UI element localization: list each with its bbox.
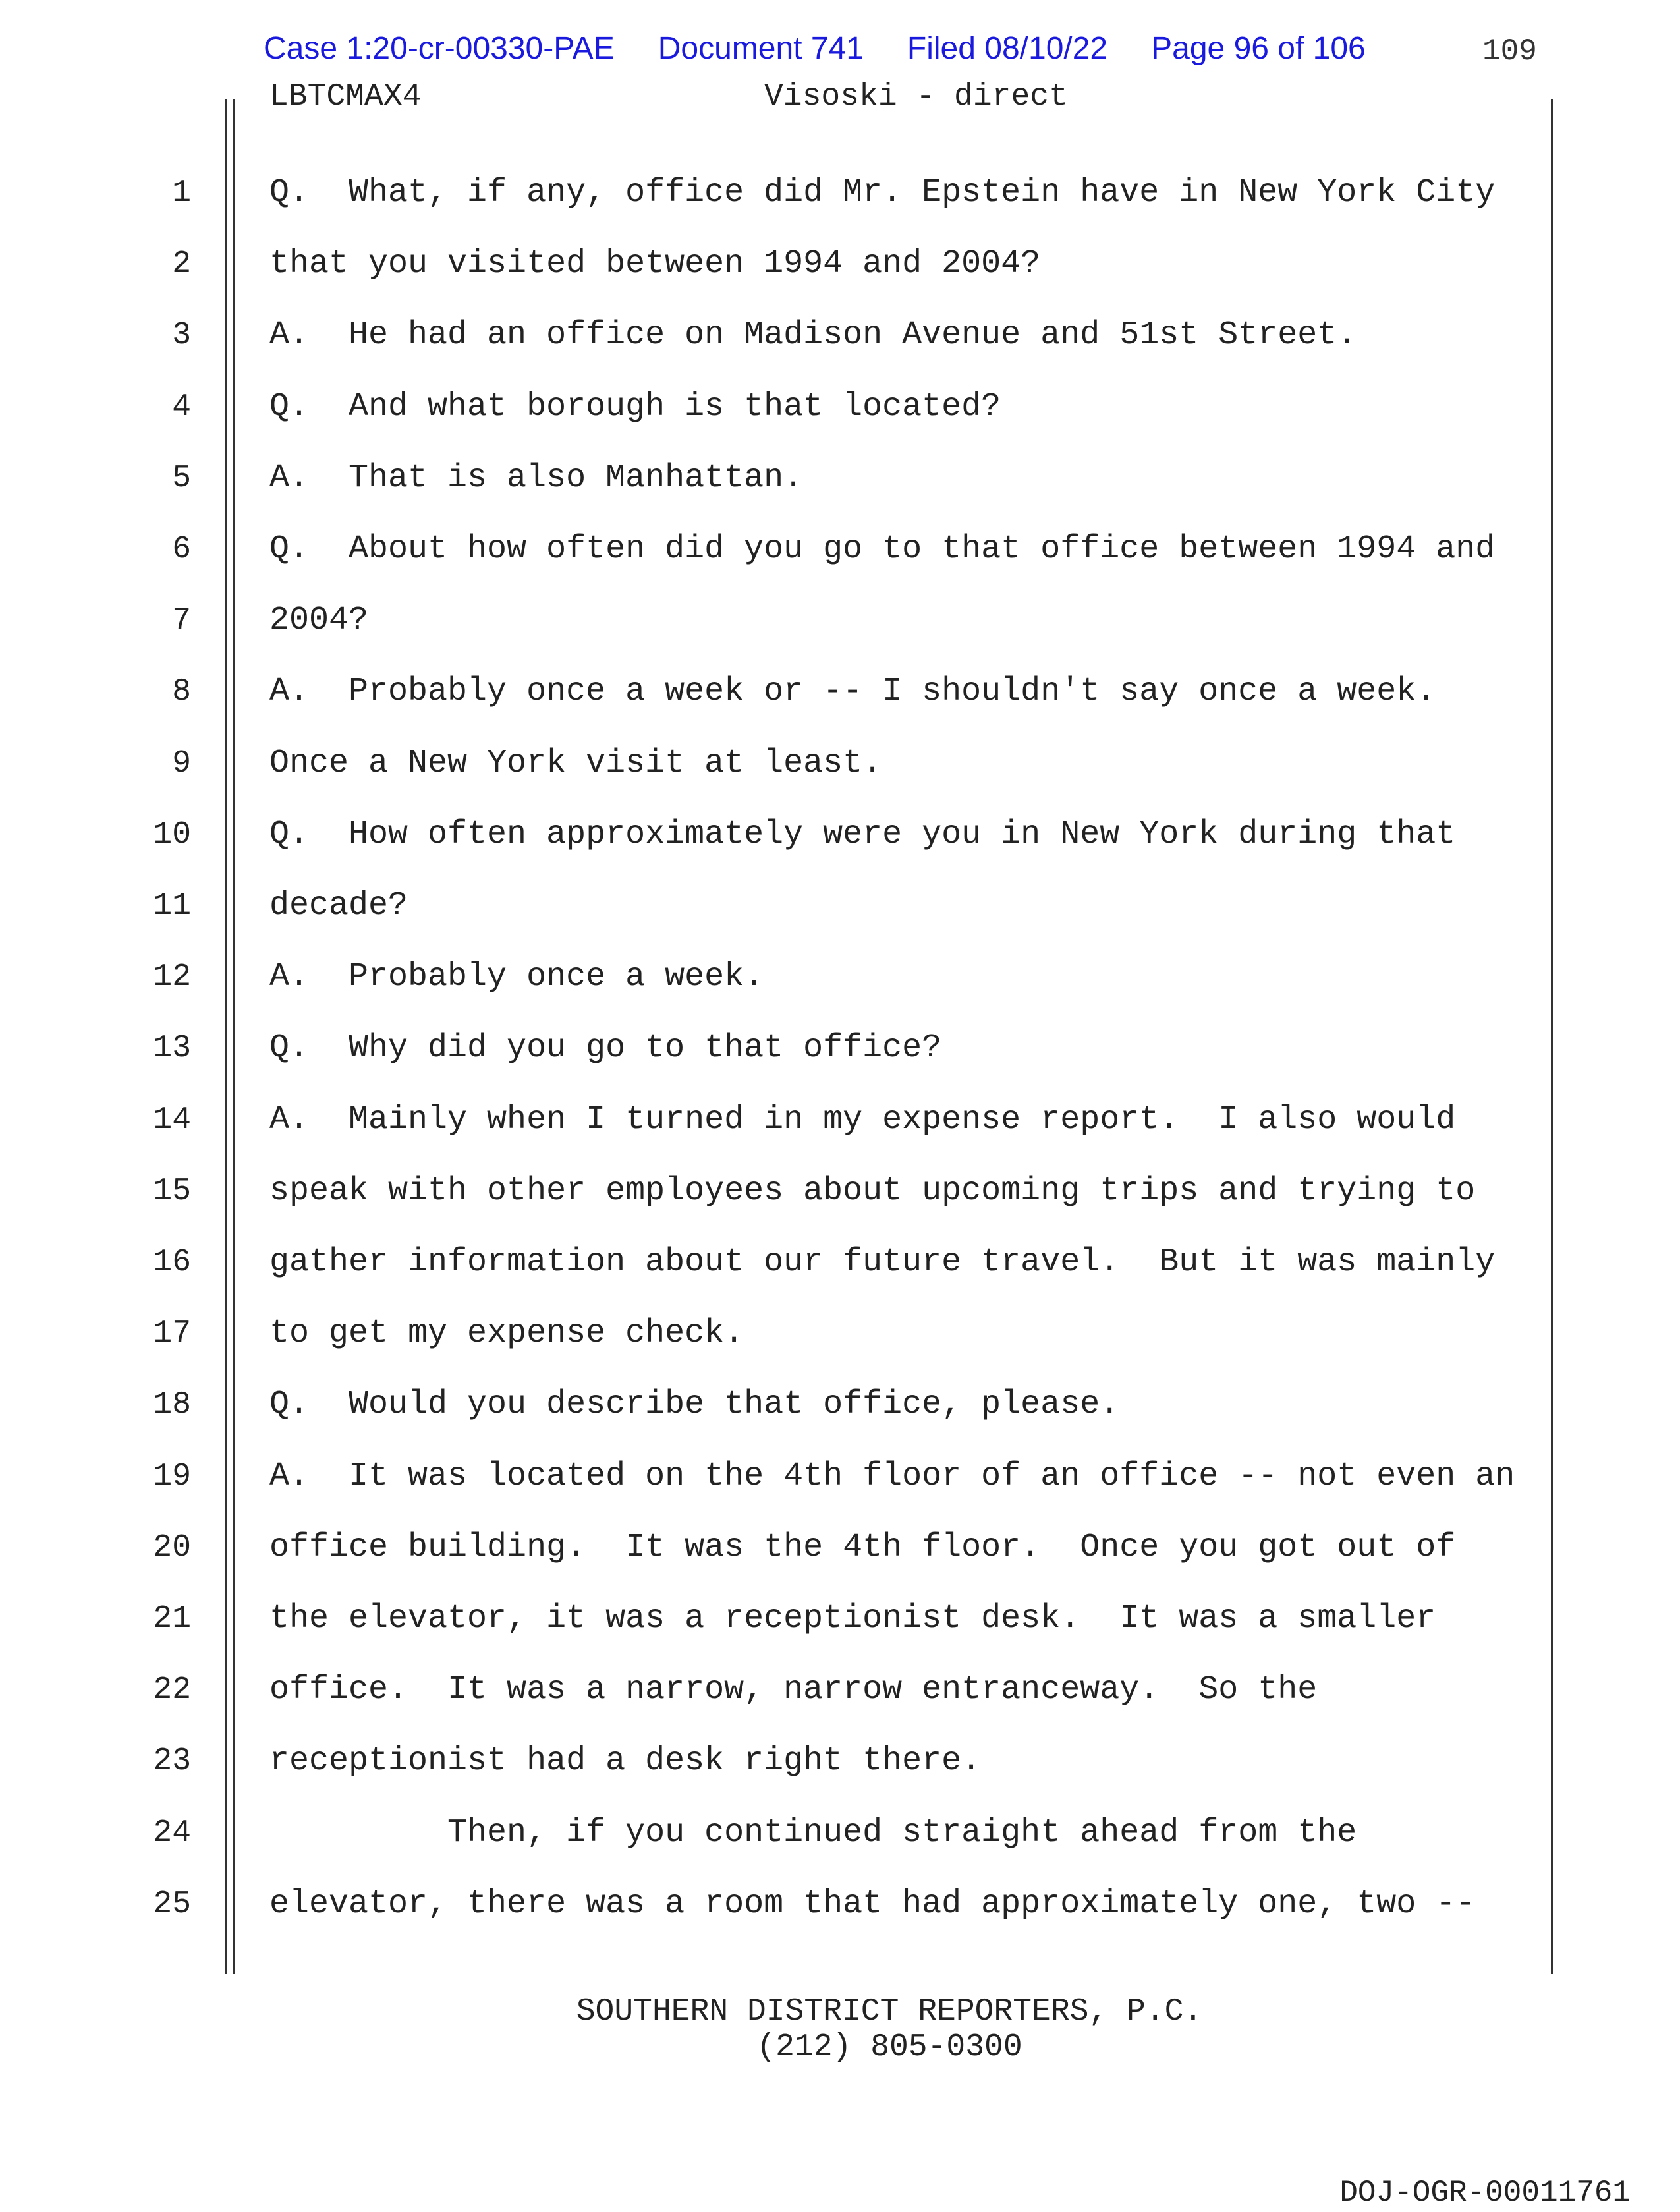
transcript-line: gather information about our future travel. But it was mainly [269, 1243, 1496, 1281]
line-number: 7 [172, 603, 191, 639]
document-number: Document 741 [658, 31, 864, 66]
left-margin-rule-outer [225, 99, 227, 1974]
left-margin-rule-inner [233, 99, 235, 1974]
transcript-page-number: 109 [1482, 34, 1537, 69]
line-number: 17 [153, 1316, 191, 1352]
line-number: 14 [153, 1102, 191, 1138]
reporter-name: SOUTHERN DISTRICT REPORTERS, P.C. [576, 1994, 1203, 2029]
header-code: LBTCMAX4 [269, 79, 422, 115]
line-number: 22 [153, 1672, 191, 1709]
transcript-line: elevator, there was a room that had approximately one, two -- [269, 1885, 1476, 1923]
transcript-line: Q. How often approximately were you in New York during that [269, 815, 1456, 853]
transcript-line: decade? [269, 887, 408, 924]
transcript-line: 2004? [269, 602, 369, 640]
transcript-line: A. Probably once a week or -- I shouldn't say once a week. [269, 673, 1436, 711]
transcript-line: Then, if you continued straight ahead from the [269, 1813, 1357, 1852]
transcript-line: office building. It was the 4th floor. Once you got out of [269, 1528, 1456, 1566]
court-filing-stamp [264, 30, 1409, 67]
line-number: 19 [153, 1458, 191, 1494]
transcript-line: Q. Why did you go to that office? [269, 1029, 942, 1067]
line-number: 1 [172, 175, 191, 211]
transcript-line: Q. And what borough is that located? [269, 387, 1001, 426]
transcript-line: A. Probably once a week. [269, 958, 764, 996]
line-number: 9 [172, 745, 191, 781]
line-number: 20 [153, 1529, 191, 1566]
transcript-line: receptionist had a desk right there. [269, 1742, 982, 1780]
line-number: 25 [153, 1886, 191, 1922]
right-margin-rule [1551, 99, 1553, 1974]
line-number: 16 [153, 1245, 191, 1280]
line-number: 23 [153, 1744, 191, 1780]
line-number: 12 [153, 959, 191, 996]
line-number: 6 [172, 532, 191, 567]
transcript-line: the elevator, it was a receptionist desk. It was a smaller [269, 1600, 1436, 1637]
bates-number: DOJ-OGR-00011761 [1339, 2176, 1631, 2210]
line-number: 4 [172, 389, 191, 425]
line-number: 13 [153, 1031, 191, 1067]
line-number: 21 [153, 1601, 191, 1637]
transcript-line: A. Mainly when I turned in my expense report. I also would [269, 1100, 1456, 1139]
filed-date: Filed 08/10/22 [907, 31, 1108, 66]
transcript-line: Q. What, if any, office did Mr. Epstein have in New York City [269, 174, 1496, 212]
transcript-line: Once a New York visit at least. [269, 744, 883, 782]
header-title: Visoski - direct [764, 79, 1068, 115]
line-number: 18 [153, 1387, 191, 1423]
page-of: Page 96 of 106 [1151, 31, 1366, 66]
transcript-line: A. That is also Manhattan. [269, 459, 804, 497]
transcript-line: speak with other employees about upcoming trips and trying to [269, 1172, 1476, 1210]
reporter-phone: (212) 805-0300 [756, 2029, 1022, 2065]
transcript-line: Q. Would you describe that office, please. [269, 1386, 1120, 1424]
line-number: 5 [172, 460, 191, 496]
transcript-line: A. It was located on the 4th floor of an office -- not even an [269, 1457, 1515, 1495]
transcript-line: A. He had an office on Madison Avenue and 51st Street. [269, 316, 1357, 354]
transcript-line: to get my expense check. [269, 1315, 744, 1353]
case-number: Case 1:20-cr-00330-PAE [264, 31, 615, 66]
line-number: 8 [172, 674, 191, 710]
line-number: 15 [153, 1173, 191, 1209]
line-number: 11 [153, 888, 191, 924]
line-number: 24 [153, 1815, 191, 1851]
line-number: 3 [172, 318, 191, 354]
transcript-line: office. It was a narrow, narrow entranceway. So the [269, 1671, 1318, 1709]
line-number: 2 [172, 246, 191, 283]
transcript-line: that you visited between 1994 and 2004? [269, 245, 1041, 283]
line-number: 10 [153, 816, 191, 853]
transcript-line: Q. About how often did you go to that office between 1994 and [269, 530, 1496, 568]
